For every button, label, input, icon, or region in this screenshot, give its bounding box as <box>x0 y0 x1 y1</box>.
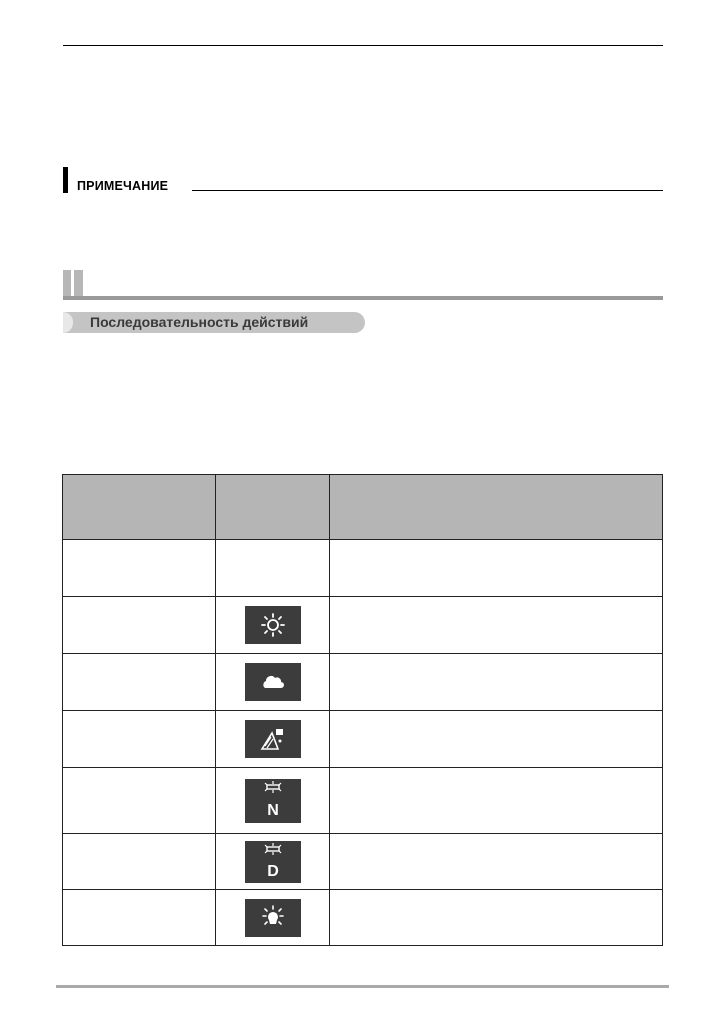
table-cell <box>216 834 330 890</box>
table-row <box>63 654 663 711</box>
table-cell <box>330 711 663 768</box>
table-cell <box>216 711 330 768</box>
sun-icon <box>245 606 301 644</box>
table-cell <box>330 768 663 834</box>
procedure-label: Последовательность действий <box>90 314 309 330</box>
table-cell <box>63 768 216 834</box>
table-row <box>63 768 663 834</box>
table-row <box>63 597 663 654</box>
fluorescent-d-icon <box>245 841 301 883</box>
cloud-icon <box>245 663 301 701</box>
table-cell <box>216 890 330 946</box>
top-rule <box>63 45 663 46</box>
icon-letter: N <box>266 801 279 819</box>
table-cell <box>63 597 216 654</box>
table-cell <box>216 597 330 654</box>
table-header-cell <box>216 475 330 540</box>
table-cell <box>330 540 663 597</box>
fluorescent-n-icon <box>245 779 301 823</box>
table-cell <box>63 540 216 597</box>
table-cell <box>330 654 663 711</box>
table-cell <box>63 654 216 711</box>
white-balance-table <box>62 474 663 946</box>
table-cell <box>63 711 216 768</box>
table-header-cell <box>330 475 663 540</box>
shade-icon <box>245 720 301 758</box>
table-row <box>63 890 663 946</box>
bottom-rule <box>56 985 669 988</box>
note-label: ПРИМЕЧАНИЕ <box>77 179 169 193</box>
note-marker <box>63 167 68 193</box>
table-row <box>63 540 663 597</box>
table-cell <box>216 768 330 834</box>
note-rule <box>192 190 663 191</box>
table-cell <box>216 540 330 597</box>
table-row <box>63 834 663 890</box>
table-row <box>63 711 663 768</box>
table-header-cell <box>63 475 216 540</box>
table-cell <box>330 890 663 946</box>
section-rule <box>63 296 663 300</box>
section-marker-gap <box>71 270 74 298</box>
table-cell <box>63 834 216 890</box>
icon-letter: D <box>266 862 279 880</box>
table-cell <box>63 890 216 946</box>
table-header-row <box>63 475 663 540</box>
tungsten-icon <box>245 899 301 937</box>
table-cell <box>216 654 330 711</box>
table-cell <box>330 597 663 654</box>
table-cell <box>330 834 663 890</box>
